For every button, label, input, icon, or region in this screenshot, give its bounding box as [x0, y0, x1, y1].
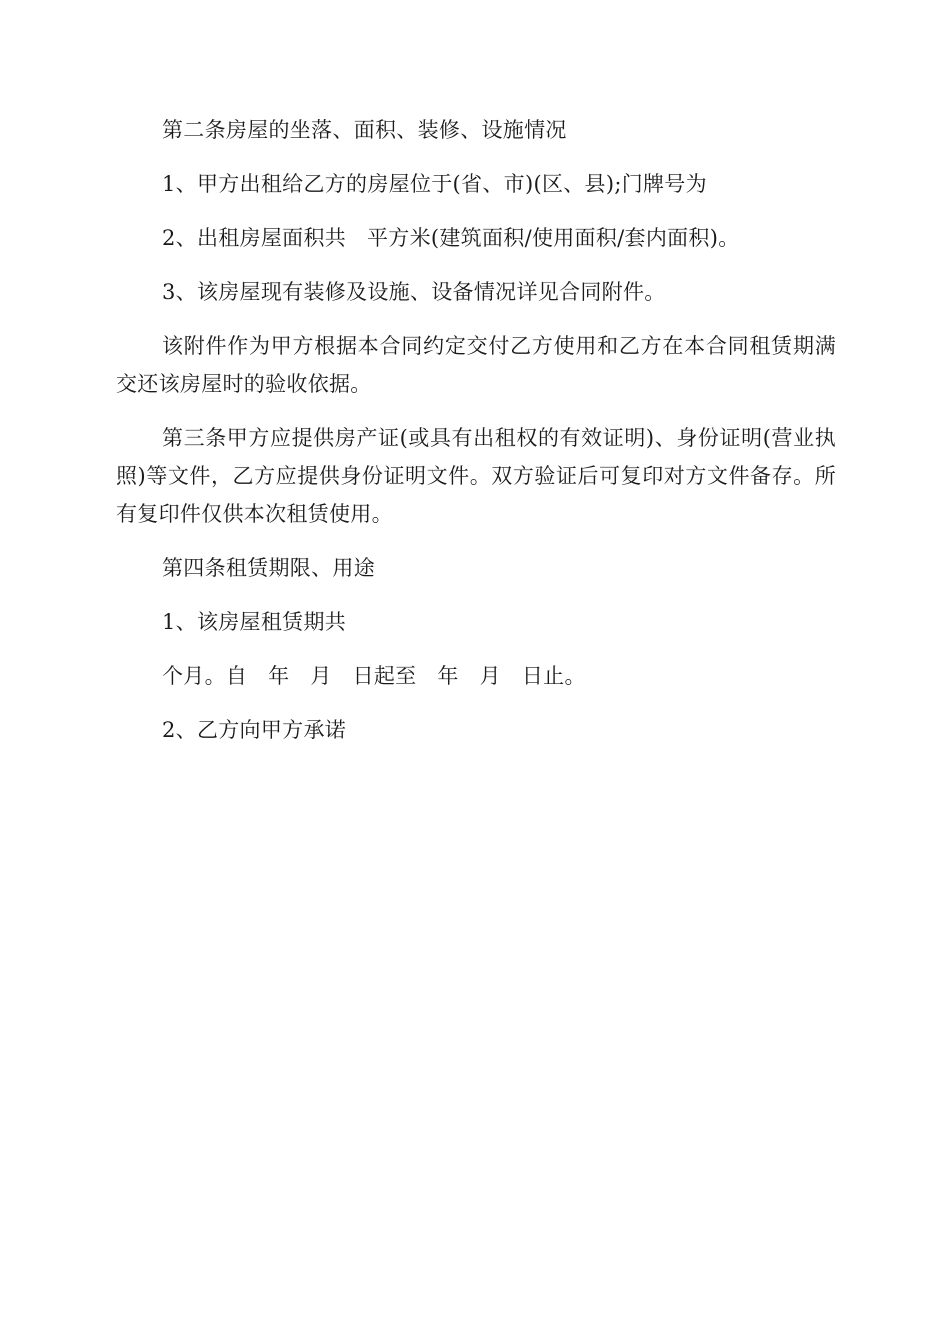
- attachment-paragraph: 该附件作为甲方根据本合同约定交付乙方使用和乙方在本合同租赁期满交还该房屋时的验收依据。: [116, 334, 836, 396]
- clause-3-paragraph: 第三条甲方应提供房产证(或具有出租权的有效证明)、身份证明(营业执照)等文件，乙方应提供身份证明文件。双方验证后可复印对方文件备存。所有复印件仅供本次租赁使用。: [116, 426, 836, 526]
- clause-4-heading: 第四条租赁期限、用途: [162, 556, 375, 580]
- clause-4-item-1: 1、该房屋租赁期共: [162, 610, 347, 634]
- clause-2-heading: 第二条房屋的坐落、面积、装修、设施情况: [162, 118, 567, 142]
- document-body: [116, 111, 836, 765]
- lease-period-line: 个月。自 年 月 日起至 年 月 日止。: [162, 664, 586, 688]
- clause-4-item-2: 2、乙方向甲方承诺: [162, 718, 347, 742]
- clause-2-item-3: 3、该房屋现有装修及设施、设备情况详见合同附件。: [162, 280, 666, 304]
- clause-2-item-1: 1、甲方出租给乙方的房屋位于(省、市)(区、县);门牌号为: [162, 172, 707, 196]
- clause-2-item-2: 2、出租房屋面积共 平方米(建筑面积/使用面积/套内面积)。: [162, 226, 740, 250]
